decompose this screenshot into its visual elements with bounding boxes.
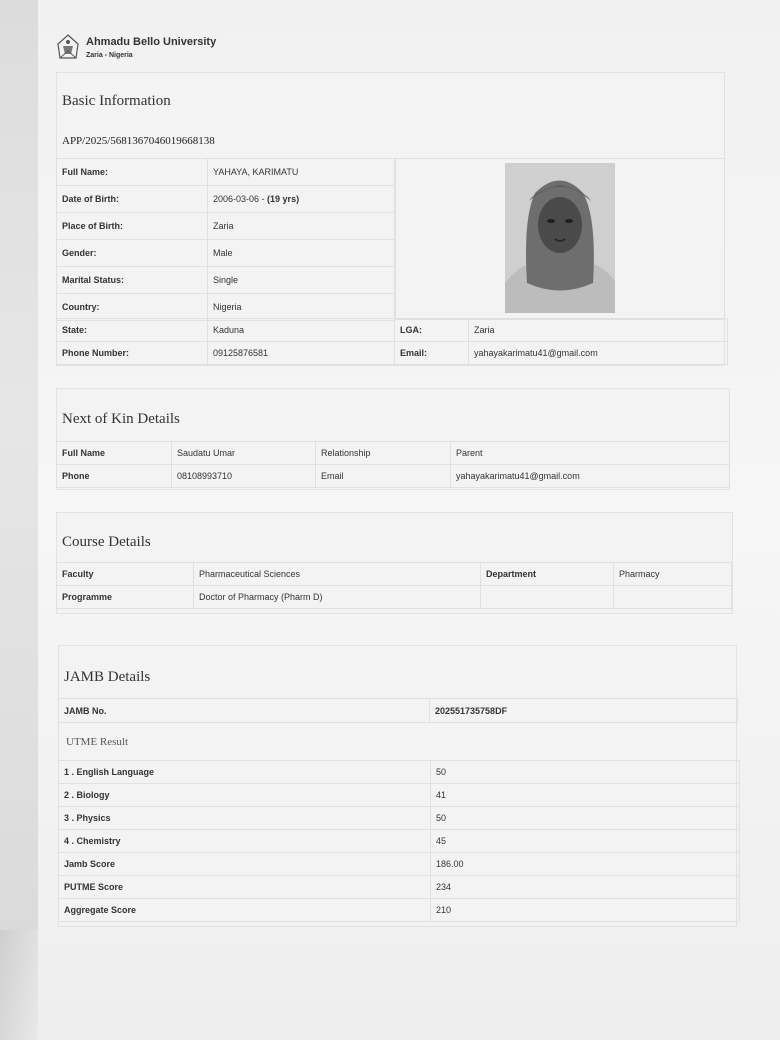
phone-number-label: Phone Number:	[57, 342, 208, 365]
age-value: (19 yrs)	[267, 194, 300, 204]
course-details-title: Course Details	[62, 534, 151, 550]
basic-information-title: Basic Information	[62, 93, 171, 109]
university-name: Ahmadu Bello University	[86, 36, 217, 48]
email-label: Email:	[395, 342, 469, 365]
utme-result-title: UTME Result	[66, 736, 129, 748]
country-value: Nigeria	[208, 294, 395, 321]
kin-phone-label: Phone	[57, 465, 172, 488]
jamb-number-table	[58, 698, 738, 723]
utme-results-table	[58, 760, 740, 922]
aggregate-score-value: 210	[431, 899, 740, 922]
state-label: State:	[57, 319, 208, 342]
application-number: APP/2025/5681367046019668138	[62, 135, 215, 147]
result-value: 50	[431, 761, 740, 784]
basic-info-table	[56, 158, 395, 321]
marital-status-label: Marital Status:	[57, 267, 208, 294]
dob-label: Date of Birth:	[57, 186, 208, 213]
kin-full-name-value: Saudatu Umar	[172, 442, 316, 465]
jamb-no-value: 202551735758DF	[430, 699, 738, 723]
gender-label: Gender:	[57, 240, 208, 267]
course-details-table	[56, 562, 732, 609]
putme-score-value: 234	[431, 876, 740, 899]
dob-cell: 2006-03-06 - (19 yrs)	[208, 186, 395, 213]
programme-label: Programme	[57, 586, 194, 609]
faculty-label: Faculty	[57, 563, 194, 586]
result-value: 41	[431, 784, 740, 807]
result-label: 2 . Biology	[59, 784, 431, 807]
kin-relationship-value: Parent	[451, 442, 730, 465]
passport-photo	[505, 163, 615, 313]
result-value: 45	[431, 830, 740, 853]
jamb-details-title: JAMB Details	[64, 669, 151, 685]
result-label: 4 . Chemistry	[59, 830, 431, 853]
jamb-score-value: 186.00	[431, 853, 740, 876]
passport-photo-image	[505, 163, 615, 313]
university-location: Zaria - Nigeria	[86, 52, 133, 59]
kin-email-label: Email	[316, 465, 451, 488]
dob-value: 2006-03-06	[213, 194, 260, 204]
email-value: yahayakarimatu41@gmail.com	[469, 342, 728, 365]
next-of-kin-table	[56, 441, 730, 488]
department-value: Pharmacy	[614, 563, 732, 586]
kin-email-value: yahayakarimatu41@gmail.com	[451, 465, 730, 488]
kin-relationship-label: Relationship	[316, 442, 451, 465]
result-value: 50	[431, 807, 740, 830]
paper-edge	[0, 930, 38, 1040]
jamb-score-label: Jamb Score	[59, 853, 431, 876]
full-name-value: YAHAYA, KARIMATU	[208, 159, 395, 186]
faculty-value: Pharmaceutical Sciences	[194, 563, 481, 586]
lga-value: Zaria	[469, 319, 728, 342]
marital-status-value: Single	[208, 267, 395, 294]
empty-cell	[614, 586, 732, 609]
department-label: Department	[481, 563, 614, 586]
state-value: Kaduna	[208, 319, 395, 342]
jamb-no-label: JAMB No.	[59, 699, 430, 723]
aggregate-score-label: Aggregate Score	[59, 899, 431, 922]
phone-number-value: 09125876581	[208, 342, 395, 365]
kin-full-name-label: Full Name	[57, 442, 172, 465]
result-label: 3 . Physics	[59, 807, 431, 830]
putme-score-label: PUTME Score	[59, 876, 431, 899]
programme-value: Doctor of Pharmacy (Pharm D)	[194, 586, 481, 609]
kin-phone-value: 08108993710	[172, 465, 316, 488]
lga-label: LGA:	[395, 319, 469, 342]
location-contact-table	[56, 318, 728, 365]
result-label: 1 . English Language	[59, 761, 431, 784]
full-name-label: Full Name:	[57, 159, 208, 186]
gender-value: Male	[208, 240, 395, 267]
empty-cell	[481, 586, 614, 609]
next-of-kin-title: Next of Kin Details	[62, 411, 180, 427]
country-label: Country:	[57, 294, 208, 321]
place-of-birth-label: Place of Birth:	[57, 213, 208, 240]
university-crest-icon	[56, 34, 80, 60]
place-of-birth-value: Zaria	[208, 213, 395, 240]
